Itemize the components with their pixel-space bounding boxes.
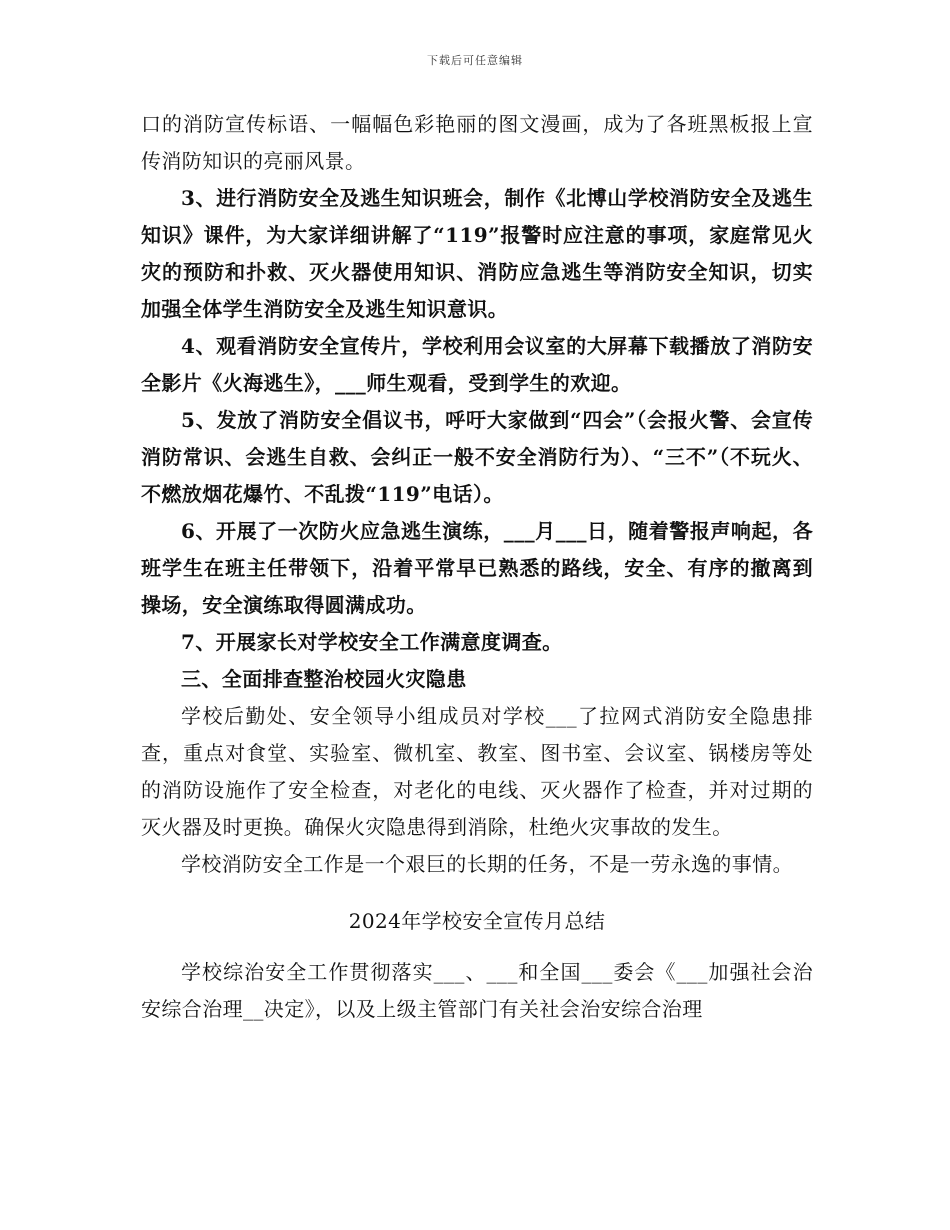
- page-header: 下载后可任意编辑: [427, 54, 523, 67]
- paragraph-7: 学校后勤处、安全领导小组成员对学校___了拉网式消防安全隐患排查，重点对食堂、实验室、微机室、教室、图书室、会议室、锅楼房等处的消防设施作了安全检查，对老化的电线、灭火器作了检查，并对过期的灭火器及时更换。确保火灾隐患得到消除，杜绝火灾事故的发生。: [141, 704, 813, 839]
- paragraph-1: 口的消防宣传标语、一幅幅色彩艳丽的图文漫画，成为了各班黑板报上宣传消防知识的亮丽风景。: [141, 112, 813, 173]
- paragraph-6: 7、开展家长对学校安全工作满意度调查。: [181, 630, 563, 654]
- paragraph-5: 6、开展了一次防火应急逃生演练，___月___日，随着警报声响起，各班学生在班主任带领下，沿着平常早已熟悉的路线，安全、有序的撤离到操场，安全演练取得圆满成功。: [141, 519, 813, 617]
- paragraph-3: 4、观看消防安全宣传片，学校利用会议室的大屏幕下载播放了消防安全影片《火海逃生》，___师生观看，受到学生的欢迎。: [141, 334, 813, 395]
- document-title: 2024年学校安全宣传月总结: [348, 909, 606, 933]
- paragraph-8: 学校消防安全工作是一个艰巨的长期的任务，不是一劳永逸的事情。: [181, 852, 793, 876]
- document-body: [141, 106, 813, 1028]
- paragraph-2: 3、进行消防安全及逃生知识班会，制作《北博山学校消防安全及逃生知识》课件，为大家详细讲解了“119”报警时应注意的事项，家庭常见火灾的预防和扑救、灭火器使用知识、消防应急逃生等消防安全知识，切实加强全体学生消防安全及逃生知识意识。: [141, 186, 813, 321]
- closing-paragraph: 学校综治安全工作贯彻落实___、___和全国___委会《___加强社会治安综合治理__决定》，以及上级主管部门有关社会治安综合治理: [141, 960, 813, 1021]
- section-heading: 三、全面排查整治校园火灾隐患: [181, 667, 467, 691]
- paragraph-4: 5、发放了消防安全倡议书，呼吁大家做到“四会”（会报火警、会宣传消防常识、会逃生自救、会纠正一般不安全消防行为）、“三不”（不玩火、不燃放烟花爆竹、不乱拨“119”电话）。: [141, 408, 813, 506]
